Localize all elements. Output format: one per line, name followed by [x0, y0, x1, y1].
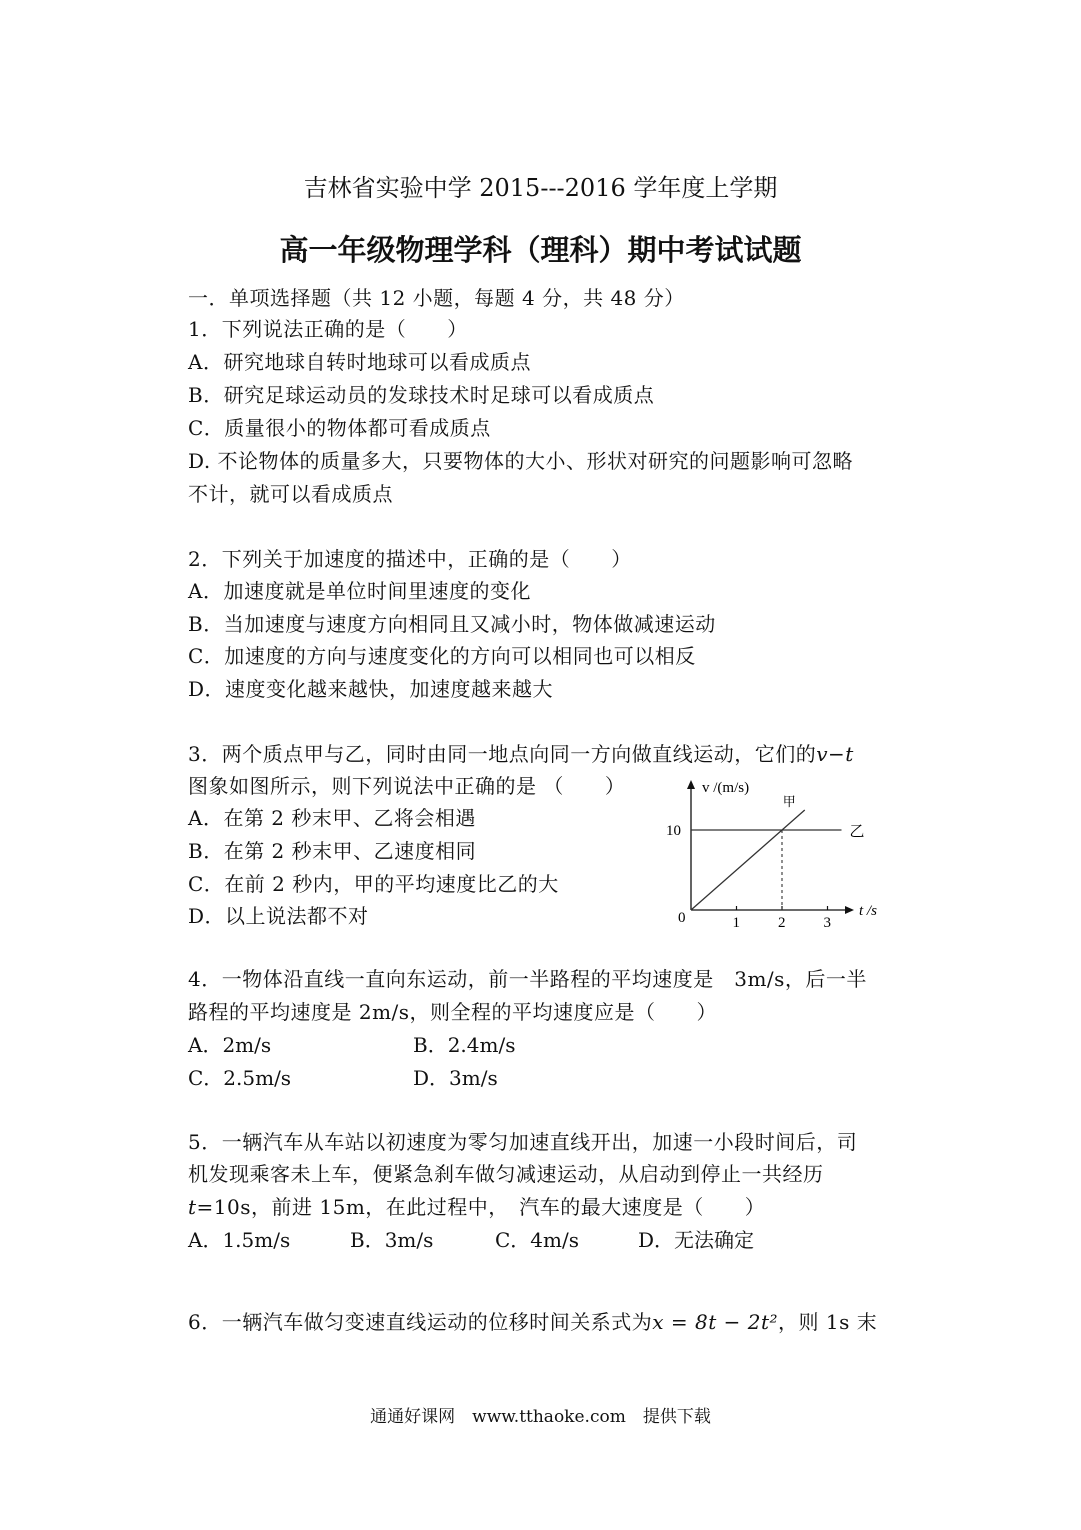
q5-option-a: A．1.5m/s	[188, 1228, 291, 1252]
q5-option-b: B．3m/s	[350, 1228, 434, 1252]
q2-option-b: B．当加速度与速度方向相同且又减小时，物体做减速运动	[188, 612, 716, 636]
q3-option-d: D．以上说法都不对	[188, 904, 369, 928]
q3-stem-text: 3．两个质点甲与乙，同时由同一地点向同一方向做直线运动，它们的	[188, 742, 817, 766]
x-axis-label: t /s	[859, 903, 877, 919]
q5-stem-line1: 5．一辆汽车从车站以初速度为零匀加速直线开出，加速一小段时间后，司	[188, 1130, 858, 1154]
series-jia-line	[691, 810, 805, 910]
footer-source: 通通好课网 www.tthaoke.com 提供下载	[370, 1407, 711, 1427]
q5-option-d: D．无法确定	[638, 1228, 755, 1252]
vt-graph	[662, 772, 902, 932]
exam-title: 高一年级物理学科（理科）期中考试试题	[279, 233, 802, 267]
q1-option-b: B．研究足球运动员的发球技术时足球可以看成质点	[188, 383, 655, 407]
q5-stem-line2: 机发现乘客未上车，便紧急刹车做匀减速运动，从启动到停止一共经历	[188, 1162, 824, 1186]
y-axis-arrow	[687, 780, 695, 789]
exam-school-title: 吉林省实验中学 2015---2016 学年度上学期	[303, 174, 778, 202]
q6-stem	[188, 1308, 877, 1336]
q6-stem-tail: ，则 1s 末	[778, 1310, 878, 1334]
q3-vt-math: v−t	[816, 742, 854, 766]
q5-stem-line3	[188, 1193, 765, 1221]
q2-option-c: C．加速度的方向与速度变化的方向可以相同也可以相反	[188, 644, 696, 668]
x-axis-arrow	[845, 906, 854, 914]
q3-option-b: B．在第 2 秒末甲、乙速度相同	[188, 839, 477, 863]
q1-stem: 1．下列说法正确的是（ ）	[188, 317, 468, 341]
q2-option-a: A．加速度就是单位时间里速度的变化	[188, 579, 531, 603]
x-tick-label: 3	[823, 915, 831, 931]
q1-option-c: C．质量很小的物体都可看成质点	[188, 416, 491, 440]
y-tick-label: 10	[666, 823, 681, 839]
q6-formula: x = 8t − 2t²	[652, 1310, 778, 1334]
q3-stem-line2: 图象如图所示，则下列说法中正确的是 （ ）	[188, 774, 626, 798]
x-tick-label: 1	[732, 915, 740, 931]
q6-stem-text: 6．一辆汽车做匀变速直线运动的位移时间关系式为	[188, 1310, 653, 1334]
q4-option-c: C．2.5m/s	[188, 1066, 292, 1090]
series-jia-label: 甲	[782, 794, 796, 809]
series-yi-label: 乙	[849, 824, 865, 840]
q1-option-d-line2: 不计，就可以看成质点	[188, 482, 393, 506]
origin-label: 0	[678, 910, 686, 926]
q2-option-d: D．速度变化越来越快，加速度越来越大	[188, 677, 554, 701]
q5-t-var: t	[188, 1195, 197, 1219]
q4-option-a: A．2m/s	[188, 1033, 272, 1057]
x-tick-label: 2	[778, 915, 786, 931]
q5-option-c: C．4m/s	[495, 1228, 579, 1252]
q1-option-a: A．研究地球自转时地球可以看成质点	[188, 350, 531, 374]
q4-stem-line1: 4．一物体沿直线一直向东运动，前一半路程的平均速度是 3m/s，后一半	[188, 967, 867, 991]
q4-stem-line2: 路程的平均速度是 2m/s，则全程的平均速度应是（ ）	[188, 1000, 718, 1024]
q3-stem-line1	[188, 740, 854, 768]
q3-option-a: A．在第 2 秒末甲、乙将会相遇	[188, 806, 476, 830]
q4-option-b: B．2.4m/s	[413, 1033, 516, 1057]
section-heading: 一．单项选择题（共 12 小题，每题 4 分，共 48 分）	[188, 286, 685, 310]
q3-option-c: C．在前 2 秒内，甲的平均速度比乙的大	[188, 872, 559, 896]
q1-option-d-line1: D. 不论物体的质量多大，只要物体的大小、形状对研究的问题影响可忽略	[188, 449, 854, 473]
q4-option-d: D．3m/s	[413, 1066, 498, 1090]
q5-stem-rest: =10s，前进 15m，在此过程中， 汽车的最大速度是（ ）	[196, 1195, 766, 1219]
y-axis-label: v /(m/s)	[702, 780, 750, 796]
q2-stem: 2．下列关于加速度的描述中，正确的是（ ）	[188, 547, 632, 571]
